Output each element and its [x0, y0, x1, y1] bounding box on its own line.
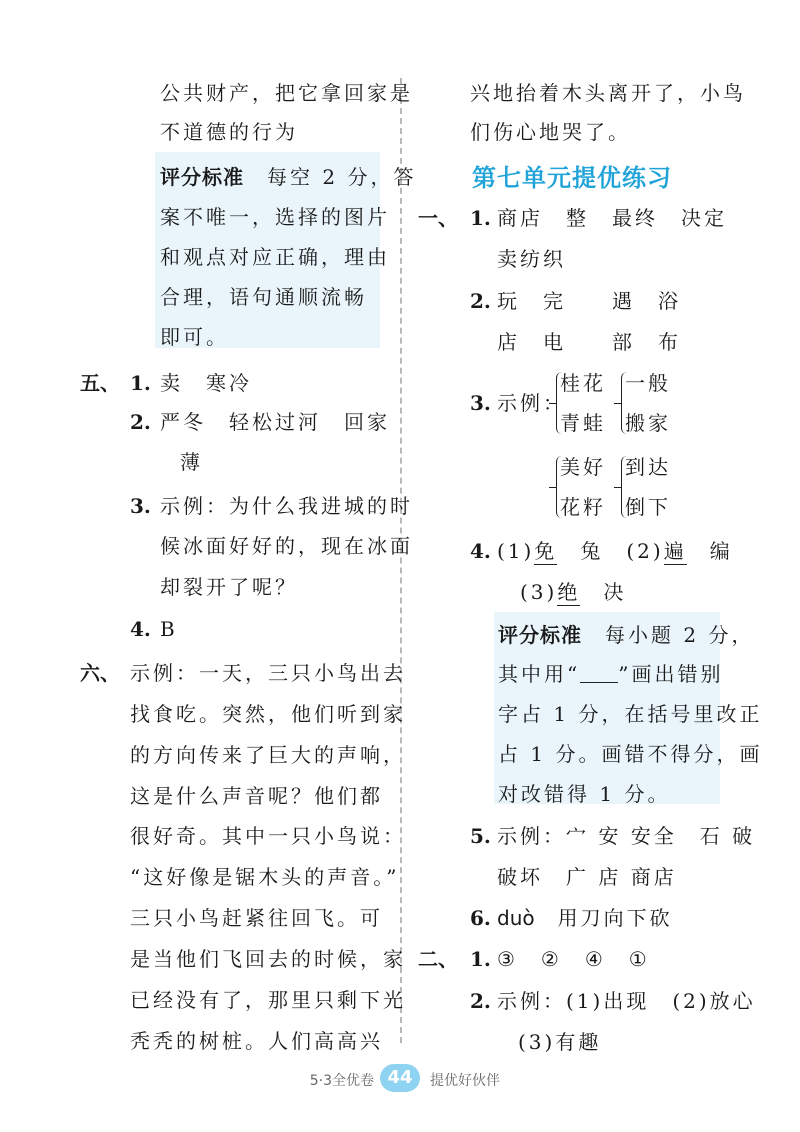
q2-2-number: 2.: [470, 989, 491, 1013]
essay-line-9: 已经没有了，那里只剩下光: [130, 988, 406, 1012]
q2-2-line-2: (3)有趣: [518, 1030, 602, 1054]
q2-2-line-1: 示例：(1)出现 (2)放心: [497, 989, 756, 1013]
right-cont-line-2: 们伤心地哭了。: [470, 120, 631, 144]
scoring-right-line-4: 占 1 分。画错不得分，画: [498, 742, 763, 766]
essay-line-8: 是当他们飞回去的时候，家: [130, 947, 406, 971]
q2-1-answer: ③ ② ④ ①: [497, 947, 650, 971]
q1-4-wrong-1: 免: [534, 539, 558, 563]
q1-5-number: 5.: [470, 824, 491, 848]
scoring-right-line-1: [498, 622, 754, 648]
q1-3-g2-top: 一般: [625, 371, 671, 395]
scoring-right-line-5: 对改错得 1 分。: [498, 782, 671, 806]
scoring-left-line-3: 和观点对应正确，理由: [160, 245, 390, 269]
footer-slogan: 提优好伙伴: [430, 1073, 500, 1089]
essay-line-2: 找食吃。突然，他们听到家: [130, 702, 406, 726]
section-five-number: 五、: [80, 371, 120, 395]
q1-4-wrong-2: 遍: [663, 539, 687, 563]
q1-4-wrong-3: 绝: [557, 580, 581, 604]
q5-2-number: 2.: [130, 410, 151, 434]
footer-brand: 5·3全优卷: [309, 1073, 374, 1089]
scoring-left-line-4: 合理，语句通顺流畅: [160, 285, 367, 309]
q1-6-pinyin: duò: [497, 906, 535, 930]
q1-3-g3-bottom: 花籽: [560, 495, 606, 519]
scoring-right-text-2b: ”画出错别: [618, 662, 724, 686]
q1-4-fix-1: 兔: [580, 539, 604, 563]
essay-line-6: “这好像是锯木头的声音。”: [130, 865, 400, 889]
section-one-number: 一、: [418, 206, 458, 230]
page-number-badge: 44: [380, 1064, 420, 1092]
page-footer: [0, 1064, 800, 1094]
q5-4-answer: B: [160, 617, 178, 641]
q1-2-line-1: 玩 完 遇 浴: [497, 289, 681, 313]
q5-2-line-2: 薄: [180, 450, 203, 474]
left-cont-line-1: 公共财产，把它拿回家是: [160, 81, 413, 105]
scoring-right-text-1: 每小题 2 分，: [605, 623, 755, 647]
q1-3-g3-top: 美好: [560, 455, 606, 479]
q5-3-number: 3.: [130, 494, 151, 518]
q1-4-number: 4.: [470, 539, 491, 563]
q2-1-number: 1.: [470, 947, 491, 971]
column-divider: [400, 78, 402, 1043]
q1-6-meaning: 用刀向下砍: [557, 906, 673, 930]
essay-line-4: 这是什么声音呢？他们都: [130, 784, 383, 808]
q1-3-number: 3.: [470, 391, 491, 415]
q1-3-g1-bottom: 青蛙: [560, 411, 606, 435]
q1-4-part2-label: (2): [626, 539, 664, 563]
q1-3-g2-bottom: 搬家: [625, 411, 671, 435]
right-cont-line-1: 兴地抬着木头离开了，小鸟: [470, 81, 746, 105]
q1-1-line-2: 卖纺织: [497, 247, 566, 271]
q1-5-line-1: 示例：宀 安 安全 石 破: [497, 824, 756, 848]
scoring-left-text-1: 每空 2 分，答: [267, 165, 417, 189]
q5-4-number: 4.: [130, 617, 151, 641]
q5-2-line-1: 严冬 轻松过河 回家: [160, 410, 390, 434]
underline-sample: [580, 666, 618, 683]
q1-5-line-2: 破坏 广 店 商店: [497, 865, 677, 889]
scoring-left-line-5: 即可。: [160, 325, 229, 349]
scoring-right-line-2: [498, 661, 723, 687]
q1-3-prefix: 示例：: [497, 391, 566, 415]
q5-3-line-1: 示例：为什么我进城的时: [160, 494, 413, 518]
essay-line-10: 秃秃的树桩。人们高高兴: [130, 1029, 383, 1053]
q1-6-answer: [497, 905, 673, 931]
scoring-right-text-2a: 其中用“: [498, 662, 581, 686]
q1-4-part1-label: (1): [497, 539, 535, 563]
q1-2-line-2: 店 电 部 布: [497, 330, 681, 354]
q1-4-part3-label: (3): [520, 580, 558, 604]
unit-title: 第七单元提优练习: [472, 164, 672, 192]
q1-4-line-2: [520, 579, 626, 605]
essay-line-7: 三只小鸟赶紧往回飞。可: [130, 906, 383, 930]
q1-1-line-1: 商店 整 最终 决定: [497, 206, 727, 230]
scoring-left-line-2: 案不唯一，选择的图片: [160, 205, 390, 229]
q1-4-fix-3: 决: [603, 580, 627, 604]
q5-1-number: 1.: [130, 371, 151, 395]
q1-3-g1-top: 桂花: [560, 371, 606, 395]
scoring-right-label: 评分标准: [498, 623, 582, 647]
q1-4-line-1: [497, 538, 733, 564]
q5-3-line-2: 候冰面好好的，现在冰面: [160, 534, 413, 558]
q5-1-answer: 卖 寒冷: [160, 371, 252, 395]
essay-line-3: 的方向传来了巨大的声响，: [130, 743, 406, 767]
scoring-right-line-3: 字占 1 分，在括号里改正: [498, 702, 763, 726]
q1-4-fix-2: 编: [709, 539, 733, 563]
q1-1-number: 1.: [470, 206, 491, 230]
essay-line-1: 示例：一天，三只小鸟出去: [130, 661, 406, 685]
scoring-left-line-1: [160, 164, 416, 190]
q1-3-g4-top: 到达: [625, 455, 671, 479]
q1-3-g4-bottom: 倒下: [625, 495, 671, 519]
section-six-number: 六、: [80, 661, 120, 685]
scoring-label: 评分标准: [160, 165, 244, 189]
essay-line-5: 很好奇。其中一只小鸟说：: [130, 824, 406, 848]
q1-6-number: 6.: [470, 906, 491, 930]
q1-2-number: 2.: [470, 289, 491, 313]
q5-3-line-3: 却裂开了呢？: [160, 575, 298, 599]
section-two-number: 二、: [418, 947, 458, 971]
left-cont-line-2: 不道德的行为: [160, 120, 298, 144]
